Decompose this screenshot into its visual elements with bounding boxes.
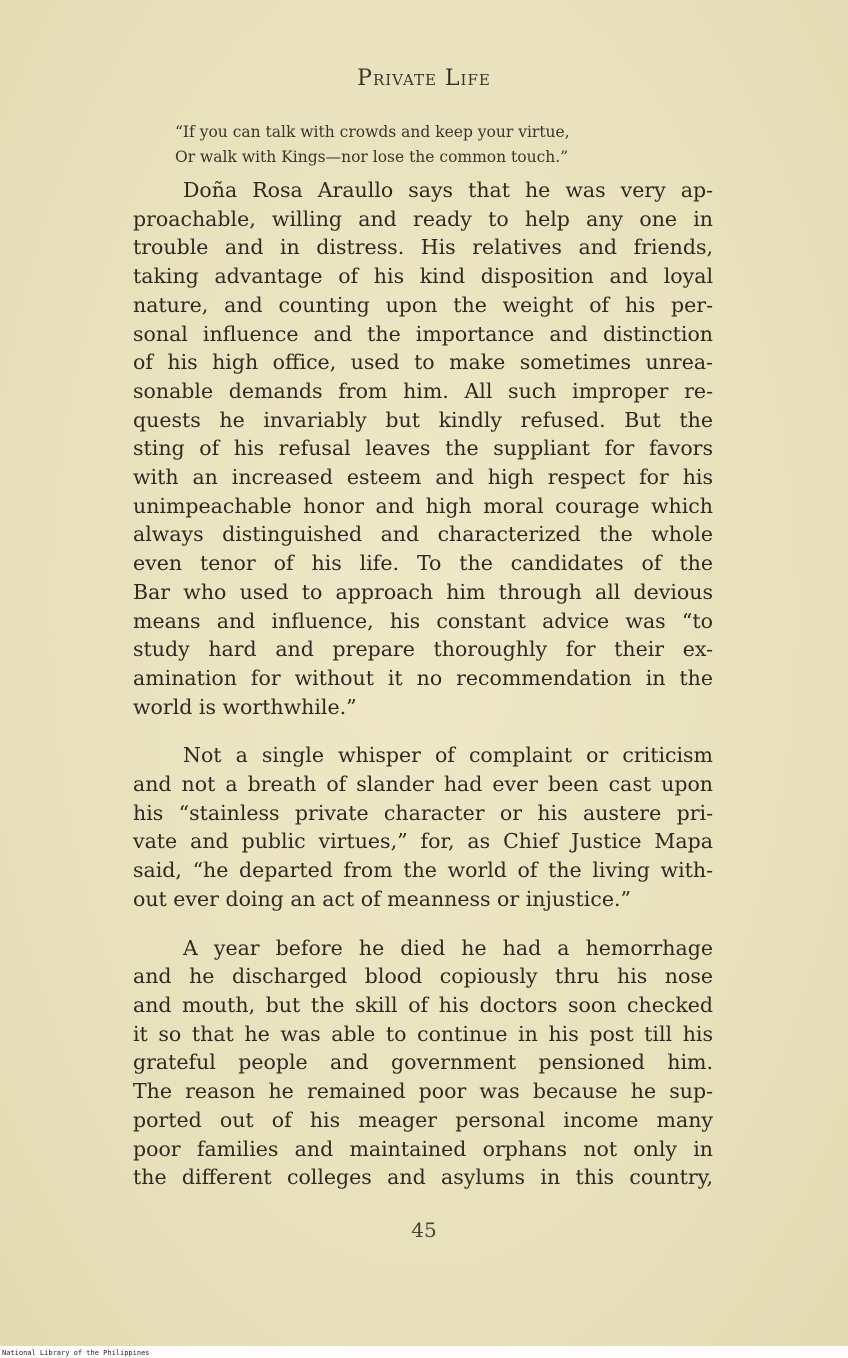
text-line: always distinguished and characterized the whole [133, 522, 713, 547]
text-line: ported out of his meager personal income many [133, 1107, 713, 1132]
text-line: Doña Rosa Araullo says that he was very ap- [183, 178, 713, 202]
epigraph [175, 120, 735, 170]
text-line: vate and public virtues,” for, as Chief Justice Mapa [133, 829, 713, 854]
text-line: with an increased esteem and high respect for his [133, 465, 713, 490]
text-line: sonal influence and the importance and distinction [133, 321, 713, 346]
text-line: of his high office, used to make sometimes unrea- [133, 350, 713, 375]
text-line: The reason he remained poor was because he sup- [133, 1079, 713, 1104]
running-head: Private Life [357, 66, 491, 91]
text-line: poor families and maintained orphans not only in [133, 1136, 713, 1161]
text-line: means and influence, his constant advice was “to [133, 608, 713, 633]
text-line: A year before he died he had a hemorrhage [183, 935, 713, 960]
page-number: 45 [411, 1218, 437, 1242]
text-line: quests he invariably but kindly refused. But the [133, 407, 713, 432]
text-line: sting of his refusal leaves the suppliant for favors [133, 436, 713, 461]
text-line: his “stainless private character or his austere pri- [133, 800, 713, 825]
epigraph-line: “If you can talk with crowds and keep your virtue, [175, 123, 570, 141]
text-line: amination for without it no recommendation in the [133, 665, 713, 690]
text-line: and he discharged blood copiously thru his nose [133, 964, 713, 989]
scan-footer-strip [0, 1346, 848, 1358]
text-line: even tenor of his life. To the candidates of the [133, 551, 713, 576]
paragraph-gap [133, 721, 713, 741]
text-line: study hard and prepare thoroughly for their ex- [133, 637, 713, 662]
text-line: unimpeachable honor and high moral courage which [133, 493, 713, 518]
text-line: world is worthwhile.” [133, 694, 357, 719]
text-line: trouble and in distress. His relatives and friends, [133, 235, 713, 260]
text-line: sonable demands from him. All such improper re- [133, 378, 713, 403]
text-line: nature, and counting upon the weight of his per- [133, 292, 713, 317]
text-line: out ever doing an act of meanness or injustice.” [133, 886, 631, 911]
text-line: said, “he departed from the world of the living with- [133, 858, 713, 883]
text-line: the different colleges and asylums in this country, [133, 1165, 713, 1190]
text-line: Not a single whisper of complaint or criticism [183, 743, 713, 768]
text-line: taking advantage of his kind disposition and loyal [133, 264, 713, 289]
text-line: Bar who used to approach him through all devious [133, 579, 713, 604]
text-line: proachable, willing and ready to help any one in [133, 206, 713, 231]
library-credit: National Library of the Philippines [2, 1349, 150, 1357]
epigraph-line: Or walk with Kings—nor lose the common touch.” [175, 148, 569, 166]
paragraph-gap [133, 914, 713, 934]
text-line: grateful people and government pensioned him. [133, 1050, 713, 1075]
body-text [133, 176, 713, 1192]
text-line: and not a breath of slander had ever been cast upon [133, 772, 713, 797]
text-line: and mouth, but the skill of his doctors soon checked [133, 992, 713, 1017]
text-line: it so that he was able to continue in his post till his [133, 1021, 713, 1046]
